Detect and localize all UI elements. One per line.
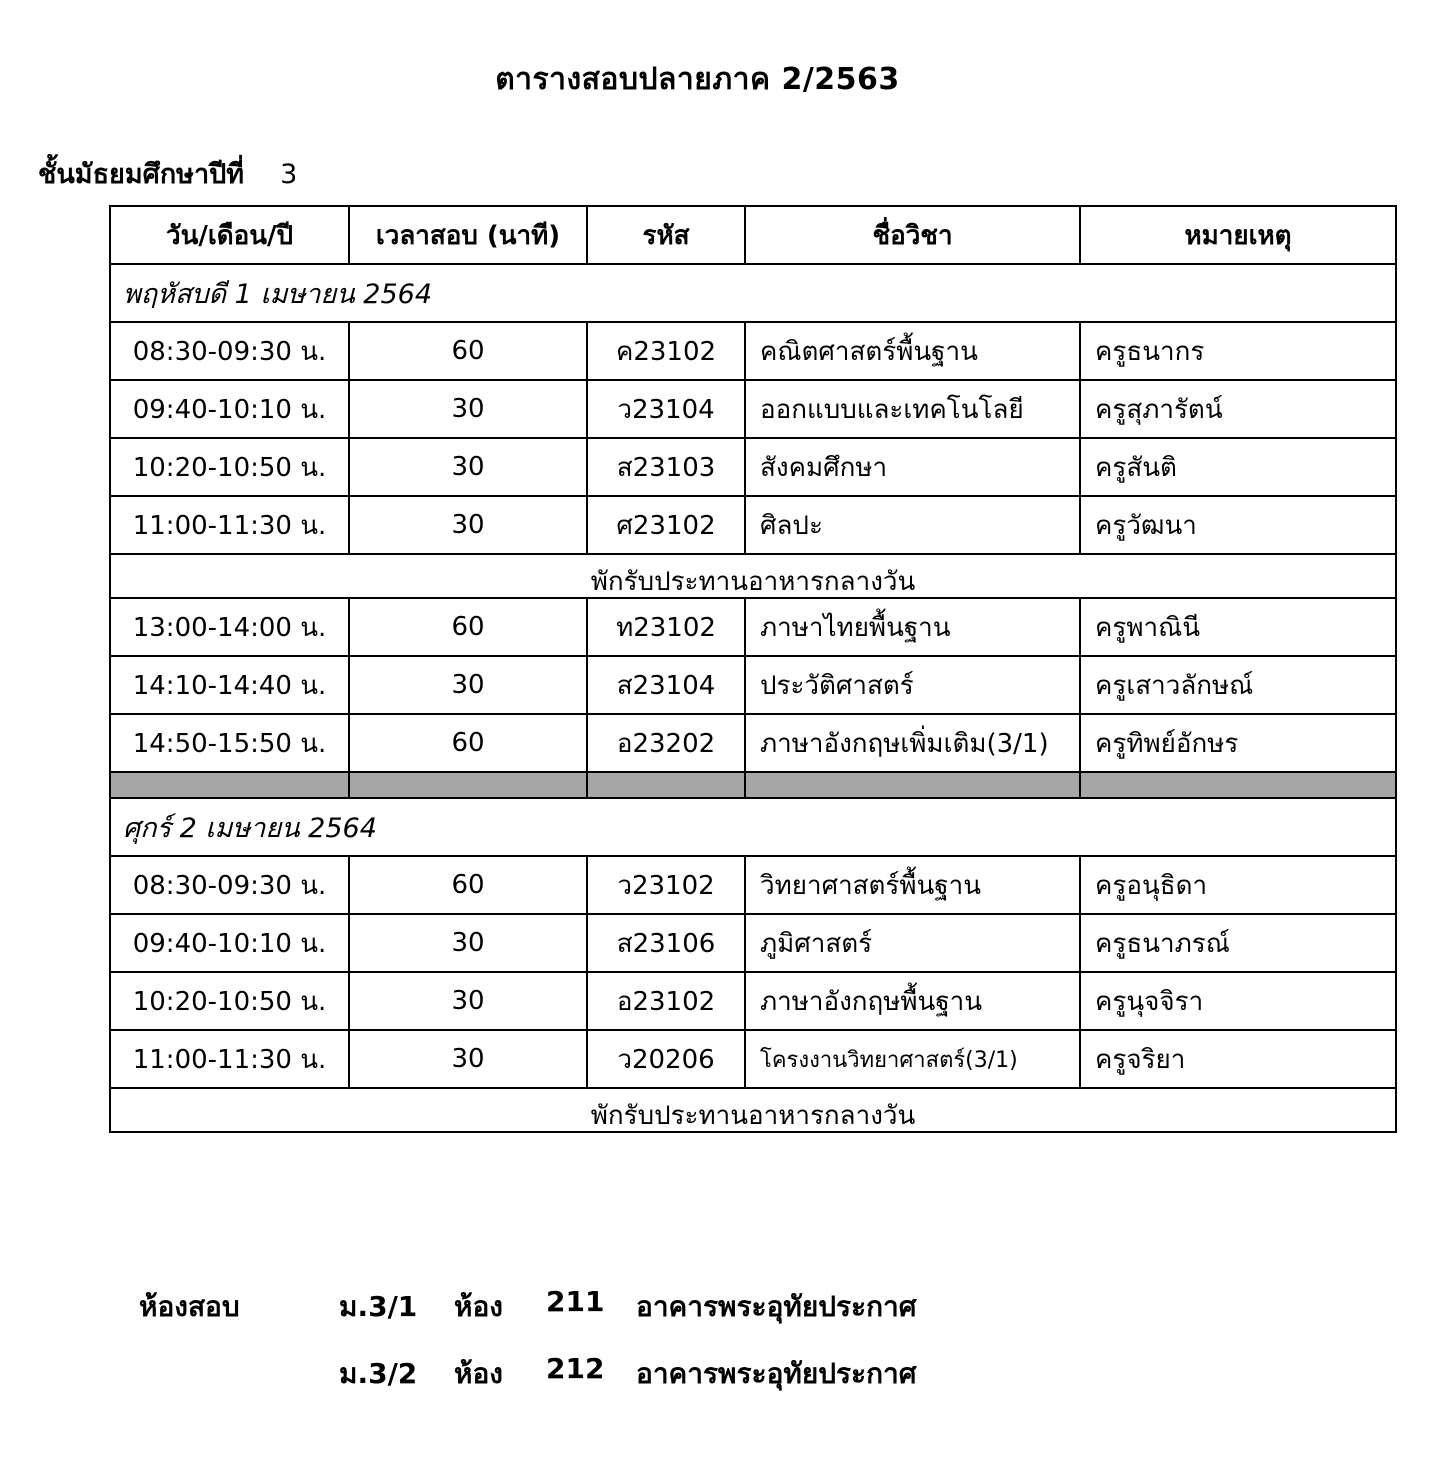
cell-subject: ภาษาอังกฤษพื้นฐาน	[745, 972, 1080, 1030]
room-class: ม.3/2	[339, 1357, 418, 1390]
page-title: ตารางสอบปลายภาค 2/2563	[495, 62, 900, 97]
column-header-date: วัน/เดือน/ปี	[110, 206, 349, 264]
cell-time: 10:20-10:50 น.	[110, 438, 349, 496]
cell-subject: ภาษาอังกฤษเพิ่มเติม(3/1)	[745, 714, 1080, 772]
grade-level	[38, 152, 297, 195]
cell-note: ครูทิพย์อักษร	[1080, 714, 1396, 772]
cell-code: ศ23102	[587, 496, 745, 554]
column-header-duration: เวลาสอบ (นาที)	[349, 206, 587, 264]
table-row	[110, 1030, 1396, 1088]
room-class: ม.3/1	[339, 1290, 418, 1323]
room-number: 212	[546, 1352, 605, 1385]
day-separator-row	[110, 772, 1396, 798]
lunch-break-row	[110, 554, 1396, 598]
separator-cell	[1080, 772, 1396, 798]
cell-subject: คณิตศาสตร์พื้นฐาน	[745, 322, 1080, 380]
cell-note: ครูเสาวลักษณ์	[1080, 656, 1396, 714]
cell-code: ส23106	[587, 914, 745, 972]
table-row	[110, 656, 1396, 714]
table-header-row	[110, 206, 1396, 264]
cell-minutes: 30	[349, 972, 587, 1030]
table-row	[110, 714, 1396, 772]
cell-subject: โครงงานวิทยาศาสตร์(3/1)	[745, 1030, 1080, 1088]
cell-minutes: 60	[349, 598, 587, 656]
cell-minutes: 30	[349, 380, 587, 438]
cell-subject: ศิลปะ	[745, 496, 1080, 554]
cell-time: 08:30-09:30 น.	[110, 322, 349, 380]
column-header-note: หมายเหตุ	[1080, 206, 1396, 264]
cell-minutes: 30	[349, 1030, 587, 1088]
cell-note: ครูธนากร	[1080, 322, 1396, 380]
lunch-break-row	[110, 1088, 1396, 1132]
cell-code: ค23102	[587, 322, 745, 380]
grade-level-value: 3	[280, 159, 298, 190]
cell-code: ส23103	[587, 438, 745, 496]
cell-time: 10:20-10:50 น.	[110, 972, 349, 1030]
room-number: 211	[546, 1285, 605, 1318]
table-row	[110, 972, 1396, 1030]
cell-subject: วิทยาศาสตร์พื้นฐาน	[745, 856, 1080, 914]
cell-code: อ23202	[587, 714, 745, 772]
cell-code: ท23102	[587, 598, 745, 656]
cell-note: ครูสันติ	[1080, 438, 1396, 496]
exam-room-label: ห้องสอบ	[139, 1290, 240, 1323]
cell-time: 11:00-11:30 น.	[110, 496, 349, 554]
cell-subject: ภาษาไทยพื้นฐาน	[745, 598, 1080, 656]
column-header-code: รหัส	[587, 206, 745, 264]
cell-minutes: 30	[349, 656, 587, 714]
room-word: ห้อง	[454, 1290, 503, 1323]
cell-note: ครูจริยา	[1080, 1030, 1396, 1088]
cell-time: 14:10-14:40 น.	[110, 656, 349, 714]
table-row	[110, 496, 1396, 554]
cell-time: 13:00-14:00 น.	[110, 598, 349, 656]
cell-code: ว20206	[587, 1030, 745, 1088]
cell-note: ครูพาณินี	[1080, 598, 1396, 656]
cell-note: ครูธนาภรณ์	[1080, 914, 1396, 972]
day-header-row	[110, 264, 1396, 322]
table-row	[110, 598, 1396, 656]
column-header-subject: ชื่อวิชา	[745, 206, 1080, 264]
cell-time: 14:50-15:50 น.	[110, 714, 349, 772]
table-row	[110, 322, 1396, 380]
cell-minutes: 30	[349, 496, 587, 554]
separator-cell	[587, 772, 745, 798]
cell-time: 08:30-09:30 น.	[110, 856, 349, 914]
separator-cell	[745, 772, 1080, 798]
cell-minutes: 60	[349, 322, 587, 380]
cell-time: 09:40-10:10 น.	[110, 380, 349, 438]
room-word: ห้อง	[454, 1357, 503, 1390]
cell-code: ว23102	[587, 856, 745, 914]
cell-note: ครูอนุธิดา	[1080, 856, 1396, 914]
lunch-break-label: พักรับประทานอาหารกลางวัน	[110, 1088, 1396, 1132]
cell-code: ส23104	[587, 656, 745, 714]
separator-cell	[110, 772, 349, 798]
cell-subject: ประวัติศาสตร์	[745, 656, 1080, 714]
table-row	[110, 380, 1396, 438]
cell-minutes: 60	[349, 714, 587, 772]
day-date: พฤหัสบดี 1 เมษายน 2564	[110, 264, 1396, 322]
cell-code: อ23102	[587, 972, 745, 1030]
room-building: อาคารพระอุทัยประกาศ	[636, 1357, 917, 1390]
table-row	[110, 438, 1396, 496]
cell-time: 09:40-10:10 น.	[110, 914, 349, 972]
table-row	[110, 914, 1396, 972]
cell-subject: ภูมิศาสตร์	[745, 914, 1080, 972]
cell-subject: ออกแบบและเทคโนโลยี	[745, 380, 1080, 438]
cell-minutes: 30	[349, 914, 587, 972]
cell-note: ครูสุภารัตน์	[1080, 380, 1396, 438]
cell-code: ว23104	[587, 380, 745, 438]
cell-minutes: 30	[349, 438, 587, 496]
cell-subject: สังคมศึกษา	[745, 438, 1080, 496]
cell-note: ครูวัฒนา	[1080, 496, 1396, 554]
day-date: ศุกร์ 2 เมษายน 2564	[110, 798, 1396, 856]
room-building: อาคารพระอุทัยประกาศ	[636, 1290, 917, 1323]
separator-cell	[349, 772, 587, 798]
lunch-break-label: พักรับประทานอาหารกลางวัน	[110, 554, 1396, 598]
day-header-row	[110, 798, 1396, 856]
grade-level-label: ชั้นมัธยมศึกษาปีที่	[38, 159, 245, 190]
cell-note: ครูนุจจิรา	[1080, 972, 1396, 1030]
cell-minutes: 60	[349, 856, 587, 914]
table-row	[110, 856, 1396, 914]
exam-schedule-table	[109, 205, 1397, 1133]
cell-time: 11:00-11:30 น.	[110, 1030, 349, 1088]
